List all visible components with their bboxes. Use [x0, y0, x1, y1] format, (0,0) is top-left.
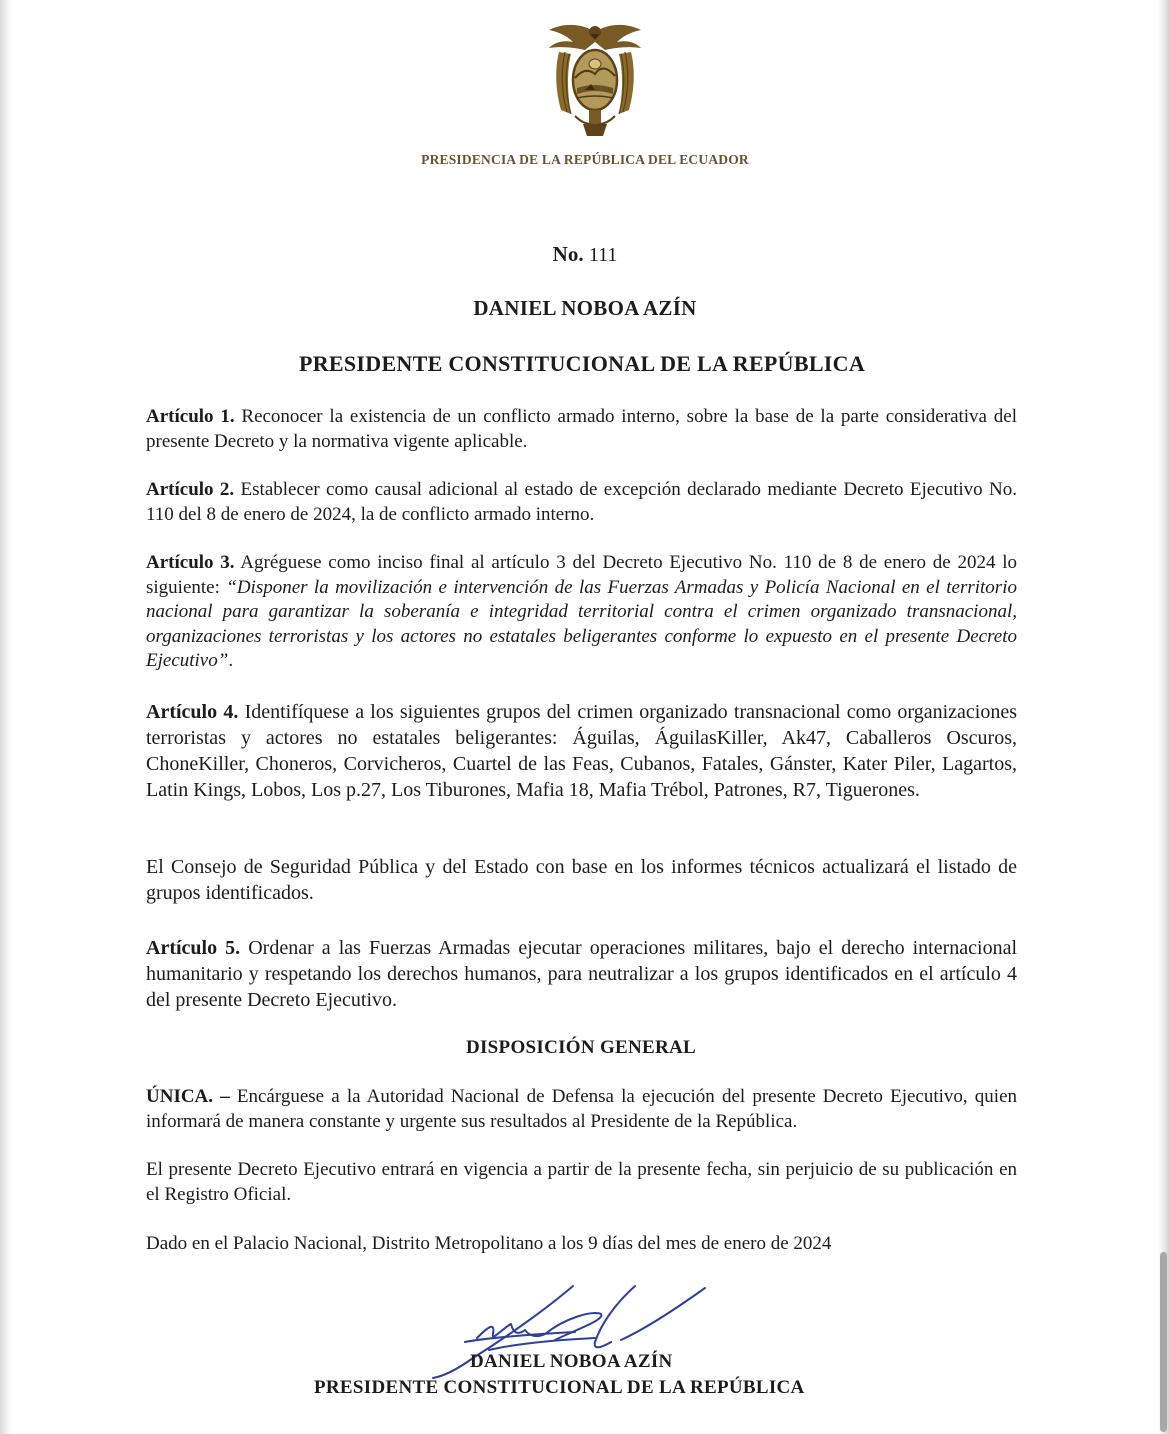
article-1 — [146, 405, 1017, 454]
general-provision-heading: DISPOSICIÓN GENERAL — [465, 1037, 697, 1058]
article-4-text: Identifíquese a los siguientes grupos del crimen organizado transnacional como organizaciones terroristas y actores no estatales beligerantes: Águilas, ÁguilasKiller, Ak47, Caballeros Oscuros, ChoneKiller, Choneros, Corvicheros, Cuartel de las Feas, Cubanos, Fatales, Gánster, Kater Piler, Lagartos, Latin Kings, Lobos, Los p.27, Los Tiburones, Mafia 18, Mafia Trébol, Patrones, R7, Tiguerones. — [146, 701, 1018, 801]
article-1-label: Artículo 1. — [146, 406, 235, 427]
general-provision-text: Encárguese a la Autoridad Nacional de Defensa la ejecución del presente Decreto Ejecutivo, quien informará de manera constante y urgente sus resultados al Presidente de la República. — [146, 1086, 1018, 1132]
general-provision-label: ÚNICA. – — [146, 1086, 230, 1107]
decree-number — [0, 242, 1170, 267]
effectiveness-clause: El presente Decreto Ejecutivo entrará en vigencia a partir de la presente fecha, sin perjuicio de su publicación en el Registro Oficial. — [146, 1159, 1017, 1205]
article-2 — [146, 478, 1017, 527]
decree-number-label: No. — [552, 242, 584, 266]
institution-header: PRESIDENCIA DE LA REPÚBLICA DEL ECUADOR — [421, 152, 749, 167]
article-5-label: Artículo 5. — [146, 937, 241, 959]
article-2-label: Artículo 2. — [146, 479, 235, 500]
article-3-tail: . — [228, 650, 234, 671]
article-4-paragraph-2: El Consejo de Seguridad Pública y del Estado con base en los informes técnicos actualizará el listado de grupos identificados. — [146, 856, 1017, 904]
article-3-label: Artículo 3. — [146, 552, 235, 573]
article-1-text: Reconocer la existencia de un conflicto armado interno, sobre la base de la parte considerativa del presente Decreto y la normativa vigente aplicable. — [146, 406, 1017, 452]
given-at-line: Dado en el Palacio Nacional, Distrito Metropolitano a los 9 días del mes de enero de 2024 — [146, 1233, 832, 1254]
coat-of-arms-icon — [545, 18, 645, 138]
article-5 — [146, 935, 1017, 1013]
article-4 — [146, 699, 1017, 803]
decree-number-value: 111 — [588, 244, 618, 266]
signatory-title: PRESIDENTE CONSTITUCIONAL DE LA REPÚBLICA — [314, 1377, 805, 1398]
article-4-label: Artículo 4. — [146, 701, 239, 723]
issuer-title: PRESIDENTE CONSTITUCIONAL DE LA REPÚBLICA — [298, 351, 866, 376]
signatory-name: DANIEL NOBOA AZÍN — [470, 1351, 673, 1372]
article-3-text: Agréguese como inciso final al artículo 3 del Decreto Ejecutivo No. 110 de 8 de enero de 2024 lo siguiente: — [146, 552, 1017, 598]
issuer-name: DANIEL NOBOA AZÍN — [473, 296, 697, 320]
article-2-text: Establecer como causal adicional al estado de excepción declarado mediante Decreto Ejecutivo No. 110 del 8 de enero de 2024, la de conflicto armado interno. — [146, 479, 1018, 525]
general-provision — [146, 1085, 1017, 1134]
article-3-quote: “Disponer la movilización e intervención de las Fuerzas Armadas y Policía Nacional en el territorio nacional para garantizar la soberanía e integridad territorial contra el crimen organizado transnacional, organizaciones terroristas y los actores no estatales beligerantes conforme lo expuesto en el presente Decreto Ejecutivo” — [146, 576, 1017, 671]
article-5-text: Ordenar a las Fuerzas Armadas ejecutar operaciones militares, bajo el derecho internacional humanitario y respetando los derechos humanos, para neutralizar a los grupos identificados en el artículo 4 del presente Decreto Ejecutivo. — [146, 937, 1018, 1011]
article-3 — [146, 551, 1017, 674]
